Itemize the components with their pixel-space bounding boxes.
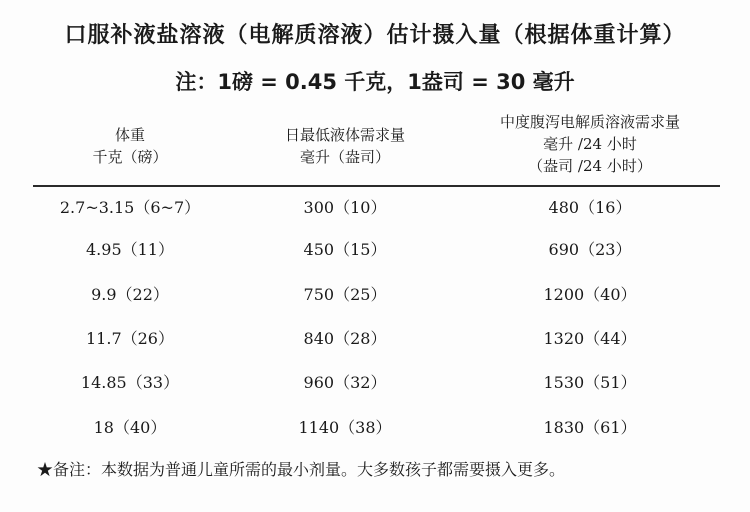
cell-electrolyte: 690（23） xyxy=(548,240,632,259)
cell-min-fluid: 450（15） xyxy=(303,240,387,259)
column-header-min-fluid-line1: 日最低液体需求量 xyxy=(284,126,405,144)
cell-electrolyte: 1530（51） xyxy=(543,373,637,392)
cell-weight: 4.95（11） xyxy=(86,240,174,259)
table-row xyxy=(0,235,750,265)
cell-electrolyte: 1200（40） xyxy=(543,285,637,304)
cell-min-fluid: 960（32） xyxy=(303,373,387,392)
cell-electrolyte: 1830（61） xyxy=(543,418,637,437)
table-row xyxy=(0,368,750,398)
footnote: ★备注：本数据为普通儿童所需的最小剂量。大多数孩子都需要摄入更多。 xyxy=(37,460,566,479)
column-header-electrolyte xyxy=(470,111,710,177)
cell-min-fluid: 1140（38） xyxy=(298,418,392,437)
column-header-weight-line2: 千克（磅） xyxy=(92,148,168,166)
cell-min-fluid: 840（28） xyxy=(303,329,387,348)
column-header-weight-line1: 体重 xyxy=(114,126,145,144)
column-header-electrolyte-line1: 中度腹泻电解质溶液需求量 xyxy=(499,113,680,131)
cell-electrolyte: 1320（44） xyxy=(543,329,637,348)
table-row xyxy=(0,280,750,310)
cell-min-fluid: 300（10） xyxy=(303,198,387,217)
cell-electrolyte: 480（16） xyxy=(548,198,632,217)
column-header-electrolyte-line3: （盎司 /24 小时） xyxy=(528,157,652,175)
page-title: 口服补液盐溶液（电解质溶液）估计摄入量（根据体重计算） xyxy=(64,23,686,48)
table-row xyxy=(0,413,750,443)
table-row xyxy=(0,193,750,223)
cell-weight: 9.9（22） xyxy=(91,285,169,304)
column-header-min-fluid-line2: 毫升（盎司） xyxy=(299,148,390,166)
cell-weight: 18（40） xyxy=(93,418,167,437)
column-header-min-fluid xyxy=(245,124,445,168)
unit-conversion-note: 注：1磅 = 0.45 千克，1盎司 = 30 毫升 xyxy=(175,70,575,94)
cell-weight: 11.7（26） xyxy=(86,329,174,348)
cell-min-fluid: 750（25） xyxy=(303,285,387,304)
table-row xyxy=(0,324,750,354)
cell-weight: 14.85（33） xyxy=(80,373,180,392)
column-header-electrolyte-line2: 毫升 /24 小时 xyxy=(543,135,637,153)
cell-weight: 2.7~3.15（6~7） xyxy=(59,198,201,217)
header-divider xyxy=(33,185,720,187)
column-header-weight xyxy=(70,124,190,168)
